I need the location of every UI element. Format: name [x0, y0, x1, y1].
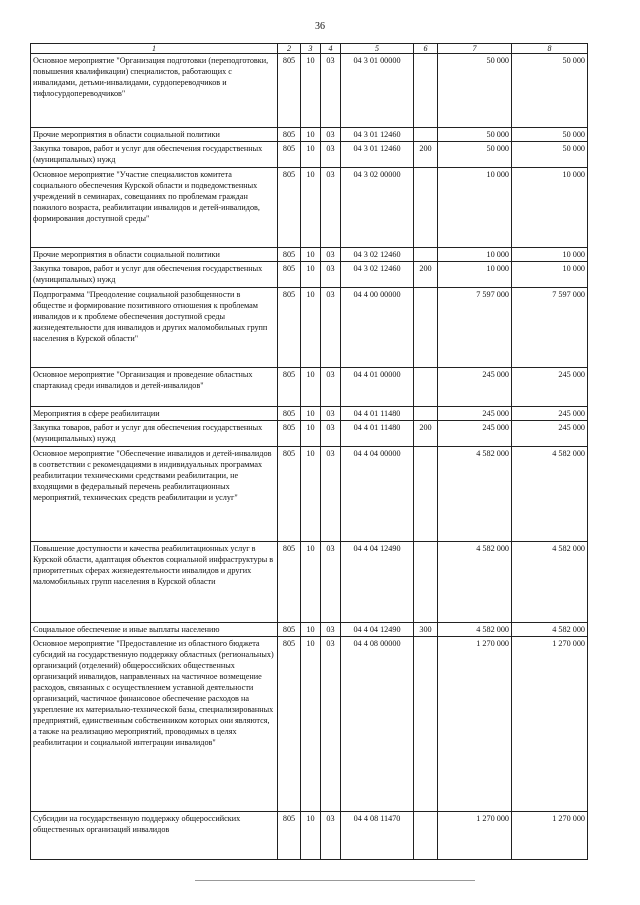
subsection-cell: 03 [321, 128, 341, 142]
amount-year1-cell: 10 000 [438, 168, 512, 248]
grbs-cell: 805 [278, 368, 301, 407]
grbs-cell: 805 [278, 421, 301, 447]
grbs-cell: 805 [278, 248, 301, 262]
section-cell: 10 [301, 407, 321, 421]
column-header: 3 [301, 44, 321, 54]
table-row [31, 812, 588, 860]
footer-rule [195, 880, 475, 881]
row-name-cell: Социальное обеспечение и иные выплаты населению [31, 623, 278, 637]
row-name-cell: Основное мероприятие "Организация подготовки (переподготовки, повышения квалификации) специалистов, работающих с инвалидами, детьми-инвалидами, сурдопереводчиков и тифлосурдопереводчиков" [31, 54, 278, 128]
grbs-cell: 805 [278, 637, 301, 812]
amount-year1-cell: 50 000 [438, 128, 512, 142]
subsection-cell: 03 [321, 168, 341, 248]
amount-year2-cell: 50 000 [512, 54, 588, 128]
amount-year1-cell: 4 582 000 [438, 623, 512, 637]
target-article-cell: 04 4 01 11480 [341, 407, 414, 421]
target-article-cell: 04 4 04 12490 [341, 623, 414, 637]
section-cell: 10 [301, 421, 321, 447]
target-article-cell: 04 3 01 00000 [341, 54, 414, 128]
column-header: 1 [31, 44, 278, 54]
column-header: 7 [438, 44, 512, 54]
page-number: 36 [315, 21, 325, 32]
grbs-cell: 805 [278, 542, 301, 623]
row-name-cell: Основное мероприятие "Обеспечение инвалидов и детей-инвалидов в соответствии с рекомендациями в индивидуальных программах реабилитации техническими средствами реабилитации, не входящими в федеральный перечень реабилитационных мероприятий, технических средств реабилитации и услуг" [31, 447, 278, 542]
amount-year2-cell: 10 000 [512, 168, 588, 248]
amount-year2-cell: 245 000 [512, 407, 588, 421]
row-name-cell: Закупка товаров, работ и услуг для обеспечения государственных (муниципальных) нужд [31, 262, 278, 288]
grbs-cell: 805 [278, 812, 301, 860]
table-row [31, 542, 588, 623]
table-row [31, 368, 588, 407]
subsection-cell: 03 [321, 54, 341, 128]
section-cell: 10 [301, 248, 321, 262]
target-article-cell: 04 4 04 00000 [341, 447, 414, 542]
table-row [31, 623, 588, 637]
target-article-cell: 04 4 00 00000 [341, 288, 414, 368]
section-cell: 10 [301, 368, 321, 407]
amount-year1-cell: 50 000 [438, 142, 512, 168]
section-cell: 10 [301, 812, 321, 860]
grbs-cell: 805 [278, 54, 301, 128]
table-row [31, 407, 588, 421]
target-article-cell: 04 4 08 00000 [341, 637, 414, 812]
target-article-cell: 04 3 02 12460 [341, 248, 414, 262]
expense-type-cell [414, 542, 438, 623]
grbs-cell: 805 [278, 407, 301, 421]
table-row [31, 447, 588, 542]
column-header: 2 [278, 44, 301, 54]
amount-year1-cell: 1 270 000 [438, 812, 512, 860]
amount-year2-cell: 4 582 000 [512, 623, 588, 637]
expense-type-cell: 200 [414, 421, 438, 447]
column-header: 5 [341, 44, 414, 54]
amount-year2-cell: 1 270 000 [512, 812, 588, 860]
section-cell: 10 [301, 54, 321, 128]
row-name-cell: Прочие мероприятия в области социальной политики [31, 128, 278, 142]
amount-year1-cell: 1 270 000 [438, 637, 512, 812]
expense-type-cell [414, 637, 438, 812]
amount-year1-cell: 4 582 000 [438, 542, 512, 623]
expense-type-cell [414, 128, 438, 142]
expense-type-cell [414, 447, 438, 542]
amount-year2-cell: 1 270 000 [512, 637, 588, 812]
section-cell: 10 [301, 637, 321, 812]
table-row [31, 54, 588, 128]
budget-table [30, 43, 588, 860]
target-article-cell: 04 4 01 00000 [341, 368, 414, 407]
amount-year2-cell: 7 597 000 [512, 288, 588, 368]
expense-type-cell: 300 [414, 623, 438, 637]
amount-year1-cell: 245 000 [438, 368, 512, 407]
row-name-cell: Основное мероприятие "Участие специалистов комитета социального обеспечения Курской области и подведомственных учреждений в семинарах, совещаниях по проблемам граждан пожилого возраста, реабилитации инвалидов и детей-инвалидов, формирования доступной среды" [31, 168, 278, 248]
target-article-cell: 04 3 02 00000 [341, 168, 414, 248]
section-cell: 10 [301, 542, 321, 623]
row-name-cell: Подпрограмма "Преодоление социальной разобщенности в обществе и формирование позитивного отношения к проблемам инвалидов и к проблеме обеспечения доступной среды жизнедеятельности для инвалидов и других маломобильных групп населения в Курской области" [31, 288, 278, 368]
amount-year2-cell: 10 000 [512, 248, 588, 262]
target-article-cell: 04 3 02 12460 [341, 262, 414, 288]
subsection-cell: 03 [321, 542, 341, 623]
column-header: 8 [512, 44, 588, 54]
header-row [31, 44, 588, 54]
table-row [31, 288, 588, 368]
row-name-cell: Мероприятия в сфере реабилитации [31, 407, 278, 421]
grbs-cell: 805 [278, 142, 301, 168]
table-row [31, 248, 588, 262]
section-cell: 10 [301, 623, 321, 637]
amount-year2-cell: 4 582 000 [512, 447, 588, 542]
amount-year2-cell: 10 000 [512, 262, 588, 288]
subsection-cell: 03 [321, 288, 341, 368]
subsection-cell: 03 [321, 637, 341, 812]
row-name-cell: Закупка товаров, работ и услуг для обеспечения государственных (муниципальных) нужд [31, 421, 278, 447]
expense-type-cell [414, 168, 438, 248]
amount-year1-cell: 10 000 [438, 248, 512, 262]
column-header: 4 [321, 44, 341, 54]
expense-type-cell [414, 407, 438, 421]
section-cell: 10 [301, 142, 321, 168]
section-cell: 10 [301, 288, 321, 368]
subsection-cell: 03 [321, 142, 341, 168]
amount-year2-cell: 245 000 [512, 421, 588, 447]
grbs-cell: 805 [278, 623, 301, 637]
table-row [31, 637, 588, 812]
table-row [31, 128, 588, 142]
section-cell: 10 [301, 262, 321, 288]
target-article-cell: 04 3 01 12460 [341, 128, 414, 142]
grbs-cell: 805 [278, 262, 301, 288]
row-name-cell: Прочие мероприятия в области социальной политики [31, 248, 278, 262]
amount-year1-cell: 4 582 000 [438, 447, 512, 542]
target-article-cell: 04 4 01 11480 [341, 421, 414, 447]
expense-type-cell [414, 288, 438, 368]
table-row [31, 168, 588, 248]
amount-year2-cell: 245 000 [512, 368, 588, 407]
section-cell: 10 [301, 168, 321, 248]
expense-type-cell [414, 812, 438, 860]
row-name-cell: Повышение доступности и качества реабилитационных услуг в Курской области, адаптация объектов социальной инфраструктуры в приоритетных сферах жизнедеятельности инвалидов и других маломобильных групп населения в Курской области [31, 542, 278, 623]
subsection-cell: 03 [321, 447, 341, 542]
table-row [31, 421, 588, 447]
amount-year2-cell: 50 000 [512, 128, 588, 142]
expense-type-cell: 200 [414, 142, 438, 168]
target-article-cell: 04 4 04 12490 [341, 542, 414, 623]
amount-year1-cell: 245 000 [438, 407, 512, 421]
subsection-cell: 03 [321, 623, 341, 637]
column-header: 6 [414, 44, 438, 54]
subsection-cell: 03 [321, 368, 341, 407]
amount-year2-cell: 4 582 000 [512, 542, 588, 623]
subsection-cell: 03 [321, 407, 341, 421]
subsection-cell: 03 [321, 248, 341, 262]
grbs-cell: 805 [278, 168, 301, 248]
row-name-cell: Основное мероприятие "Предоставление из областного бюджета субсидий на государственную поддержку областных (региональных) организаций (отделений) общероссийских общественных организаций инвалидов, направленных на частичное возмещение расходов, связанных с осуществлением уставной деятельности организаций, частичное финансовое обеспечение расходов на укрепление их материально-технической базы, специализированных предприятий, единственным собственником которых они являются, а также на реализацию мероприятий, проводимых в целях реабилитации и социальной интеграции инвалидов" [31, 637, 278, 812]
grbs-cell: 805 [278, 447, 301, 542]
target-article-cell: 04 4 08 11470 [341, 812, 414, 860]
subsection-cell: 03 [321, 262, 341, 288]
expense-type-cell [414, 248, 438, 262]
grbs-cell: 805 [278, 288, 301, 368]
amount-year1-cell: 50 000 [438, 54, 512, 128]
section-cell: 10 [301, 128, 321, 142]
subsection-cell: 03 [321, 812, 341, 860]
row-name-cell: Субсидии на государственную поддержку общероссийских общественных организаций инвалидов [31, 812, 278, 860]
subsection-cell: 03 [321, 421, 341, 447]
expense-type-cell [414, 54, 438, 128]
amount-year1-cell: 10 000 [438, 262, 512, 288]
amount-year1-cell: 7 597 000 [438, 288, 512, 368]
expense-type-cell: 200 [414, 262, 438, 288]
amount-year2-cell: 50 000 [512, 142, 588, 168]
grbs-cell: 805 [278, 128, 301, 142]
amount-year1-cell: 245 000 [438, 421, 512, 447]
target-article-cell: 04 3 01 12460 [341, 142, 414, 168]
row-name-cell: Основное мероприятие "Организация и проведение областных спартакиад среди инвалидов и детей-инвалидов" [31, 368, 278, 407]
expense-type-cell [414, 368, 438, 407]
row-name-cell: Закупка товаров, работ и услуг для обеспечения государственных (муниципальных) нужд [31, 142, 278, 168]
section-cell: 10 [301, 447, 321, 542]
table-row [31, 142, 588, 168]
table-row [31, 262, 588, 288]
